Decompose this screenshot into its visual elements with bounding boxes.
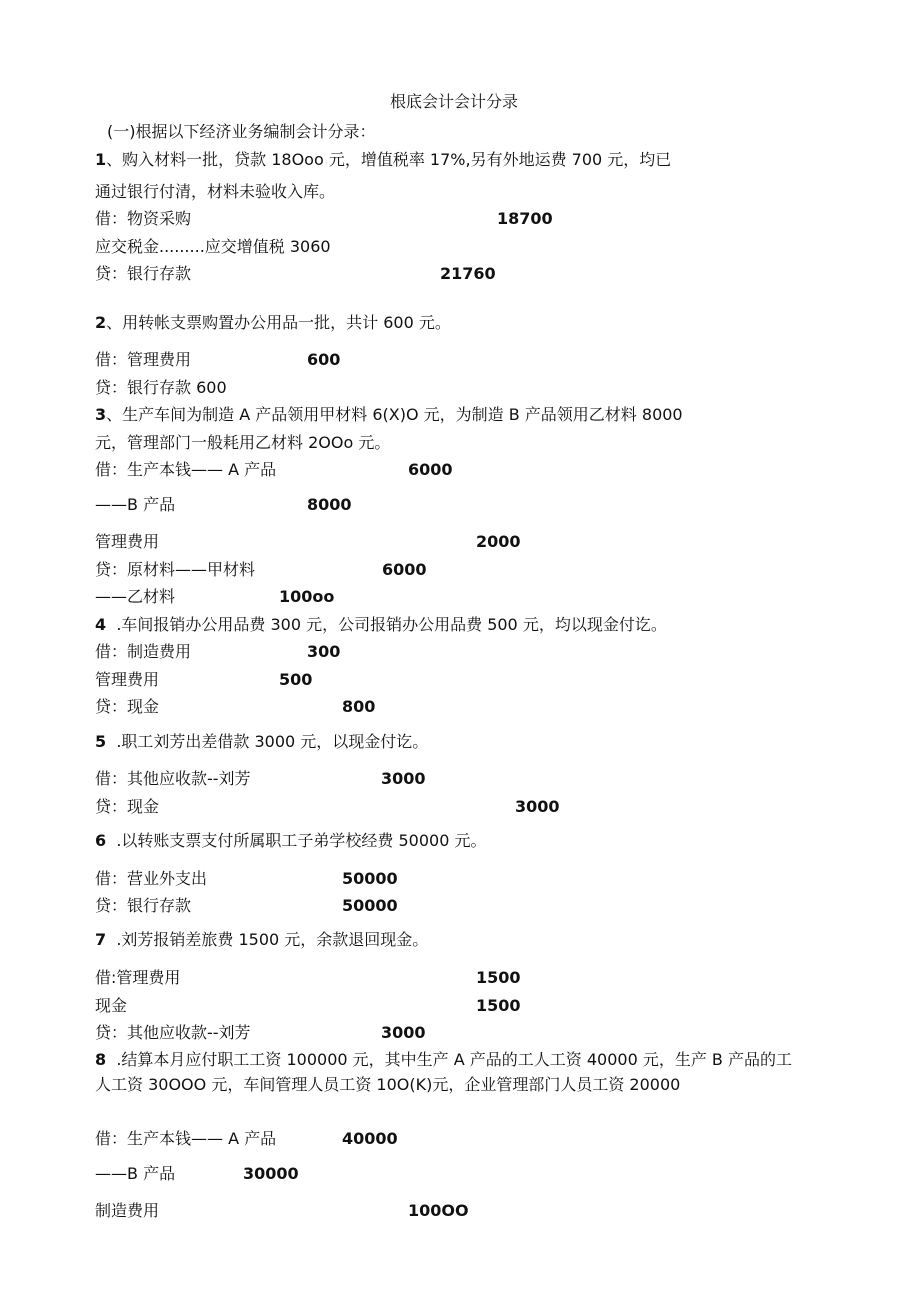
entry-label: 贷：银行存款 600 [95,378,227,397]
entry-label: ——B 产品 [95,495,176,514]
entry-amount: 8000 [307,495,352,514]
entry-label: 管理费用 [95,532,160,551]
entry-amount: 30000 [243,1164,299,1183]
page-title: 根底会计会计分录 [390,92,519,111]
item-number: 7 [95,930,107,949]
entry-amount: 3000 [381,769,426,788]
entry-label: 借：生产本钱—— A 产品 [95,1129,277,1148]
entry-label: 借：物资采购 [95,209,192,228]
item-3-description-cont: 元，管理部门一般耗用乙材料 2OOo 元。 [95,433,391,452]
entry-amount: 2000 [476,532,521,551]
entry-label: 贷：原材料——甲材料 [95,560,256,579]
entry-label: 贷：现金 [95,797,160,816]
item-3-description: 3、生产车间为制造 A 产品领用甲材料 6(X)O 元，为制造 B 产品领用乙材料 8000 [95,405,683,424]
entry-label: 借：制造费用 [95,642,192,661]
item-8-description-cont: 人工资 30OOO 元，车间管理人员工资 10O(K)元，企业管理部门人员工资 20000 [95,1075,681,1094]
entry-amount: 500 [279,670,313,689]
item-8-description: 8 .结算本月应付职工工资 100000 元，其中生产 A 产品的工人工资 40000 元，生产 B 产品的工 [95,1050,792,1069]
item-number: 6 [95,831,107,850]
entry-amount: 100oo [279,587,335,606]
item-1-description-cont: 通过银行付清，材料未验收入库。 [95,182,336,201]
entry-amount: 6000 [408,460,453,479]
entry-amount: 50000 [342,869,398,888]
entry-label: 借：营业外支出 [95,869,208,888]
entry-amount: 1500 [476,996,521,1015]
item-6-description: 6 .以转账支票支付所属职工子弟学校经费 50000 元。 [95,831,487,850]
entry-label: 贷：现金 [95,697,160,716]
item-number: 2 [95,313,107,332]
entry-amount: 21760 [440,264,496,283]
item-number: 8 [95,1050,107,1069]
entry-amount: 18700 [497,209,553,228]
entry-label: 借：管理费用 [95,350,192,369]
entry-amount: 100OO [408,1201,469,1220]
entry-amount: 6000 [382,560,427,579]
item-4-description: 4 .车间报销办公用品费 300 元，公司报销办公用品费 500 元，均以现金付讫。 [95,615,667,634]
entry-label: 管理费用 [95,670,160,689]
entry-label: 借:管理费用 [95,968,181,987]
entry-label: 贷：银行存款 [95,896,192,915]
entry-amount: 600 [307,350,341,369]
entry-label: 现金 [95,996,128,1015]
entry-amount: 1500 [476,968,521,987]
item-1-description: 1、购入材料一批，贷款 18Ooo 元，增值税率 17%,另有外地运费 700 元，均已 [95,150,672,169]
entry-label: ——B 产品 [95,1164,176,1183]
item-5-description: 5 .职工刘芳出差借款 3000 元，以现金付讫。 [95,732,429,751]
entry-label: 借：生产本钱—— A 产品 [95,460,277,479]
item-number: 4 [95,615,107,634]
entry-amount: 300 [307,642,341,661]
entry-amount: 50000 [342,896,398,915]
item-2-description: 2、用转帐支票购置办公用品一批，共计 600 元。 [95,313,451,332]
entry-label: 贷：银行存款 [95,264,192,283]
item-number: 3 [95,405,107,424]
entry-amount: 800 [342,697,376,716]
intro-heading: (一)根据以下经济业务编制会计分录： [107,122,376,141]
entry-label: 应交税金.........应交增值税 3060 [95,237,331,256]
entry-amount: 3000 [381,1023,426,1042]
entry-label: 贷：其他应收款--刘芳 [95,1023,251,1042]
entry-label: 制造费用 [95,1201,160,1220]
item-7-description: 7 .刘芳报销差旅费 1500 元，余款退回现金。 [95,930,429,949]
item-number: 5 [95,732,107,751]
entry-label: ——乙材料 [95,587,176,606]
entry-amount: 3000 [515,797,560,816]
item-number: 1 [95,150,107,169]
entry-label: 借：其他应收款--刘芳 [95,769,251,788]
entry-amount: 40000 [342,1129,398,1148]
